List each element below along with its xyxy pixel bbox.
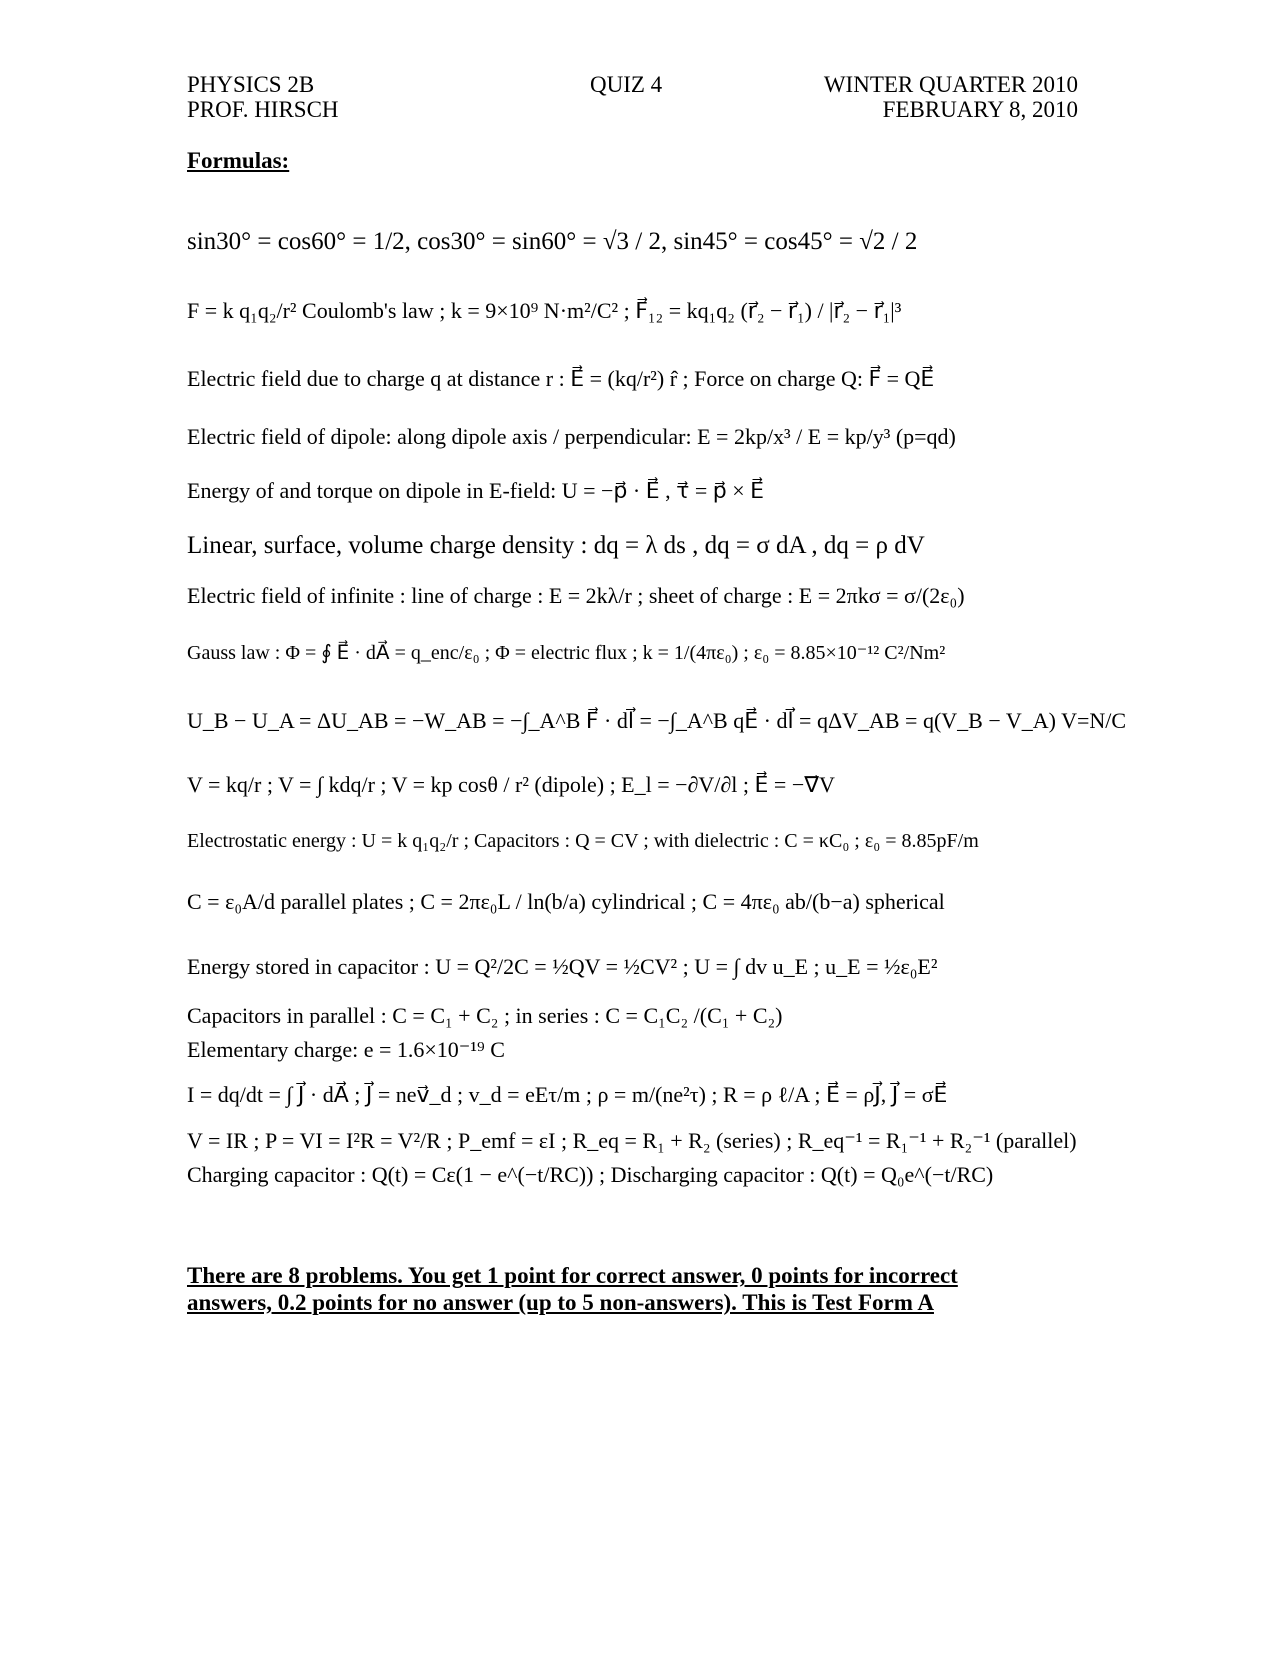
formula-infinite-field: Electric field of infinite : line of charge : E = 2kλ/r ; sheet of charge : E = 2πkσ = σ/(2ε₀) — [187, 583, 965, 608]
formula-potential: V = kq/r ; V = ∫ kdq/r ; V = kp cosθ / r² (dipole) ; E_l = −∂V/∂l ; E⃗ = −∇⃗V — [187, 772, 835, 797]
instructions — [187, 1262, 958, 1316]
quarter-label: WINTER QUARTER 2010 — [823, 72, 1078, 97]
formula-gauss: Gauss law : Φ = ∮ E⃗ · dA⃗ = q_enc/ε₀ ; Φ = electric flux ; k = 1/(4πε₀) ; ε₀ = 8.85×10⁻¹² C²/Nm² — [187, 642, 946, 664]
formula-resistance: V = IR ; P = VI = I²R = V²/R ; P_emf = εI ; R_eq = R₁ + R₂ (series) ; R_eq⁻¹ = R₁⁻¹ + R₂⁻¹ (parallel) — [187, 1128, 1077, 1153]
formula-capacitor-combination: Capacitors in parallel : C = C₁ + C₂ ; in series : C = C₁C₂ /(C₁ + C₂) — [187, 1003, 783, 1028]
formula-stored-energy: Energy stored in capacitor : U = Q²/2C = ½QV = ½CV² ; U = ∫ dv u_E ; u_E = ½ε₀E² — [187, 954, 938, 979]
formulas-heading: Formulas: — [187, 148, 290, 173]
quiz-date: FEBRUARY 8, 2010 — [882, 97, 1078, 122]
formula-trig: sin30° = cos60° = 1/2, cos30° = sin60° = √3 / 2, sin45° = cos45° = √2 / 2 — [187, 228, 918, 255]
formula-potential-energy: U_B − U_A = ΔU_AB = −W_AB = −∫_A^B F⃗ · dl⃗ = −∫_A^B qE⃗ · dl⃗ = qΔV_AB = q(V_B − V_A) V=N/C — [187, 708, 1127, 733]
quiz-number: QUIZ 4 — [590, 72, 663, 97]
formula-elementary-charge: Elementary charge: e = 1.6×10⁻¹⁹ C — [187, 1037, 505, 1062]
formula-point-field: Electric field due to charge q at distance r : E⃗ = (kq/r²) r̂ ; Force on charge Q: F⃗ = QE⃗ — [187, 366, 935, 391]
formula-capacitors: Electrostatic energy : U = k q₁q₂/r ; Capacitors : Q = CV ; with dielectric : C = κC₀ ; ε₀ = 8.85pF/m — [187, 830, 979, 852]
formula-dipole-field: Electric field of dipole: along dipole axis / perpendicular: E = 2kp/x³ / E = kp/y³ (p=qd) — [187, 424, 956, 449]
formula-coulomb: F = k q₁q₂/r² Coulomb's law ; k = 9×10⁹ N·m²/C² ; F⃗₁₂ = kq₁q₂ (r⃗₂ − r⃗₁) / |r⃗₂ − r⃗₁|³ — [187, 298, 902, 323]
formula-charge-density: Linear, surface, volume charge density : dq = λ ds , dq = σ dA , dq = ρ dV — [187, 532, 925, 559]
instructions-line-2: answers, 0.2 points for no answer (up to 5 non-answers). This is Test Form A — [187, 1290, 934, 1315]
formula-dipole-energy: Energy of and torque on dipole in E-field: U = −p⃗ · E⃗ , τ⃗ = p⃗ × E⃗ — [187, 478, 765, 503]
course-title: PHYSICS 2B — [187, 72, 315, 97]
formula-rc-circuit: Charging capacitor : Q(t) = Cε(1 − e^(−t/RC)) ; Discharging capacitor : Q(t) = Q₀e^(−t/RC) — [187, 1162, 994, 1187]
professor-name: PROF. HIRSCH — [187, 97, 339, 122]
formula-current: I = dq/dt = ∫ J⃗ · dA⃗ ; J⃗ = nev⃗_d ; v_d = eEτ/m ; ρ = m/(ne²τ) ; R = ρ ℓ/A ; E⃗ = ρJ⃗, J⃗ = σE⃗ — [187, 1082, 948, 1107]
instructions-line-1: There are 8 problems. You get 1 point for correct answer, 0 points for incorrect — [187, 1263, 958, 1288]
formula-capacitance: C = ε₀A/d parallel plates ; C = 2πε₀L / ln(b/a) cylindrical ; C = 4πε₀ ab/(b−a) spherical — [187, 889, 945, 914]
